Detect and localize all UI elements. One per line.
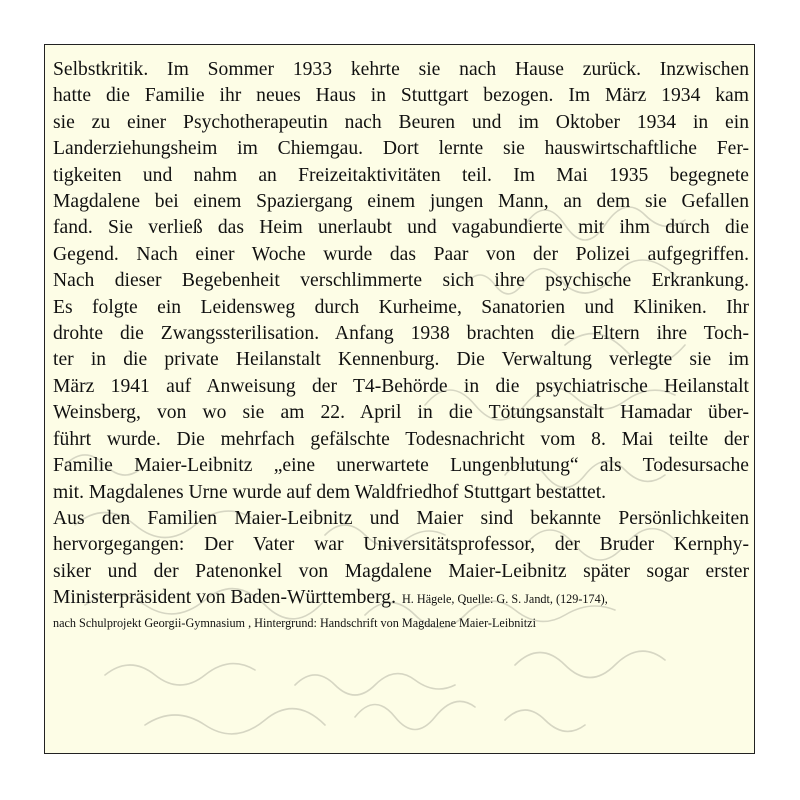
text-line: hervorgegangen: Der Vater war Universitätsprofessor, der Bruder Kernphy- [53,534,749,556]
document-text [53,57,753,633]
text-line: Selbstkritik. Im Sommer 1933 kehrte sie nach Hause zurück. Inzwischen [53,59,749,80]
text-line: sie zu einer Psychotherapeutin nach Beuren und im Oktober 1934 in ein [53,111,749,133]
text-line: drohte die Zwangssterilisation. Anfang 1938 brachten die Eltern ihre Toch- [53,323,749,345]
text-line-last: Ministerpräsident von Baden-Württemberg. [53,587,396,609]
text-line: Nach dieser Begebenheit verschlimmerte sich ihre psychische Erkrankung. [53,270,749,292]
text-line: März 1941 auf Anweisung der T4-Behörde in die psychiatrische Heilanstalt [53,375,749,397]
document-panel [44,44,755,754]
text-line: Familie Maier-Leibnitz „eine unerwartete Lungenblutung“ als Todesursache [53,455,749,477]
text-line: Gegend. Nach einer Woche wurde das Paar von der Polizei aufgegriffen. [53,243,749,265]
credit-line: H. Hägele, Quelle: G. S. Jandt, (129-174), [402,592,608,607]
text-line: mit. Magdalenes Urne wurde auf dem Waldfriedhof Stuttgart bestattet. [53,481,607,503]
text-line: Aus den Familien Maier-Leibnitz und Maier sind bekannte Persönlichkeiten [53,507,749,529]
text-line: Landerziehungsheim im Chiemgau. Dort lernte sie hauswirtschaftliche Fer- [53,138,749,160]
text-line: tigkeiten und nahm an Freizeitaktivitäten teil. Im Mai 1935 begegnete [53,164,749,186]
text-line: Magdalene bei einem Spaziergang einem jungen Mann, an dem sie Gefallen [53,191,749,213]
text-line: ter in die private Heilanstalt Kennenburg. Die Verwaltung verlegte sie im [53,349,749,371]
credit-line-2: nach Schulprojekt Georgii-Gymnasium , Hintergrund: Handschrift von Magdalene Maier-Leibnitzi [53,615,536,630]
text-line: hatte die Familie ihr neues Haus in Stuttgart bezogen. Im März 1934 kam [53,85,749,107]
text-line: fand. Sie verließ das Heim unerlaubt und vagabundierte mit ihm durch die [53,217,749,239]
final-line [53,585,753,612]
text-line: Es folgte ein Leidensweg durch Kurheime, Sanatorien und Kliniken. Ihr [53,296,749,318]
text-line: führt wurde. Die mehrfach gefälschte Todesnachricht vom 8. Mai teilte der [53,428,749,450]
text-line: Weinsberg, von wo sie am 22. April in die Tötungsanstalt Hamadar über- [53,402,749,424]
text-line: siker und der Patenonkel von Magdalene Maier-Leibnitz später sogar erster [53,560,749,582]
